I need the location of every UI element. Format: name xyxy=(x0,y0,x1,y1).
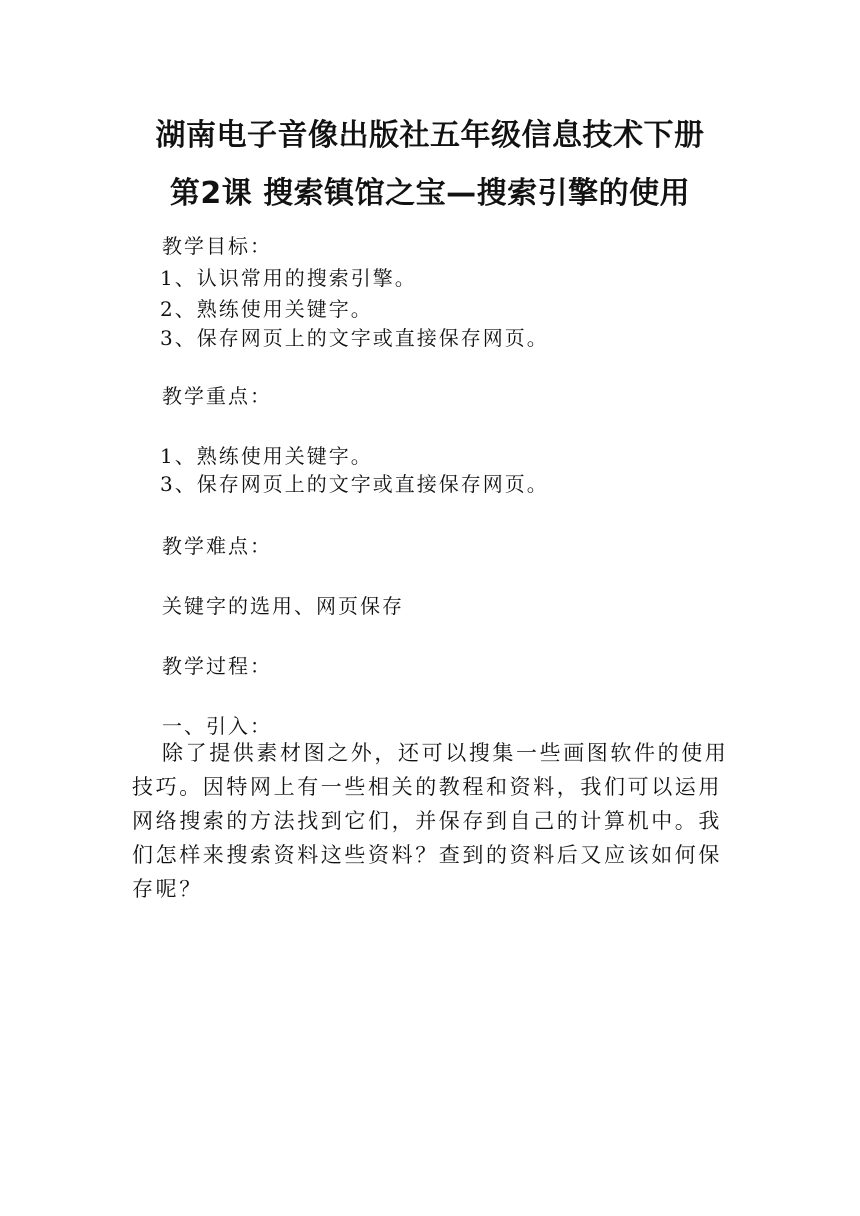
lesson-title: 第2课 搜索镇馆之宝—搜索引擎的使用 xyxy=(169,176,691,211)
objectives-heading: 教学目标： xyxy=(162,234,272,258)
document-title: 湖南电子音像出版社五年级信息技术下册 xyxy=(155,118,705,153)
key-point-item: 3、保存网页上的文字或直接保存网页。 xyxy=(160,472,549,496)
objective-item: 1、认识常用的搜索引擎。 xyxy=(160,266,417,290)
process-heading: 教学过程： xyxy=(162,654,272,678)
key-point-item: 1、熟练使用关键字。 xyxy=(160,444,373,468)
objective-item: 2、熟练使用关键字。 xyxy=(160,297,373,321)
difficulties-text: 关键字的选用、网页保存 xyxy=(162,594,404,618)
difficulties-heading: 教学难点： xyxy=(162,534,272,558)
key-points-heading: 教学重点： xyxy=(162,384,272,408)
objective-item: 3、保存网页上的文字或直接保存网页。 xyxy=(160,326,549,350)
intro-heading: 一、引入： xyxy=(162,714,272,738)
intro-paragraph: 除了提供素材图之外，还可以搜集一些画图软件的使用技巧。因特网上有一些相关的教程和资料，我们可以运用网络搜索的方法找到它们，并保存到自己的计算机中。我们怎样来搜索资料这些资料？查到的资料后又应该如何保存呢？ xyxy=(132,741,729,901)
